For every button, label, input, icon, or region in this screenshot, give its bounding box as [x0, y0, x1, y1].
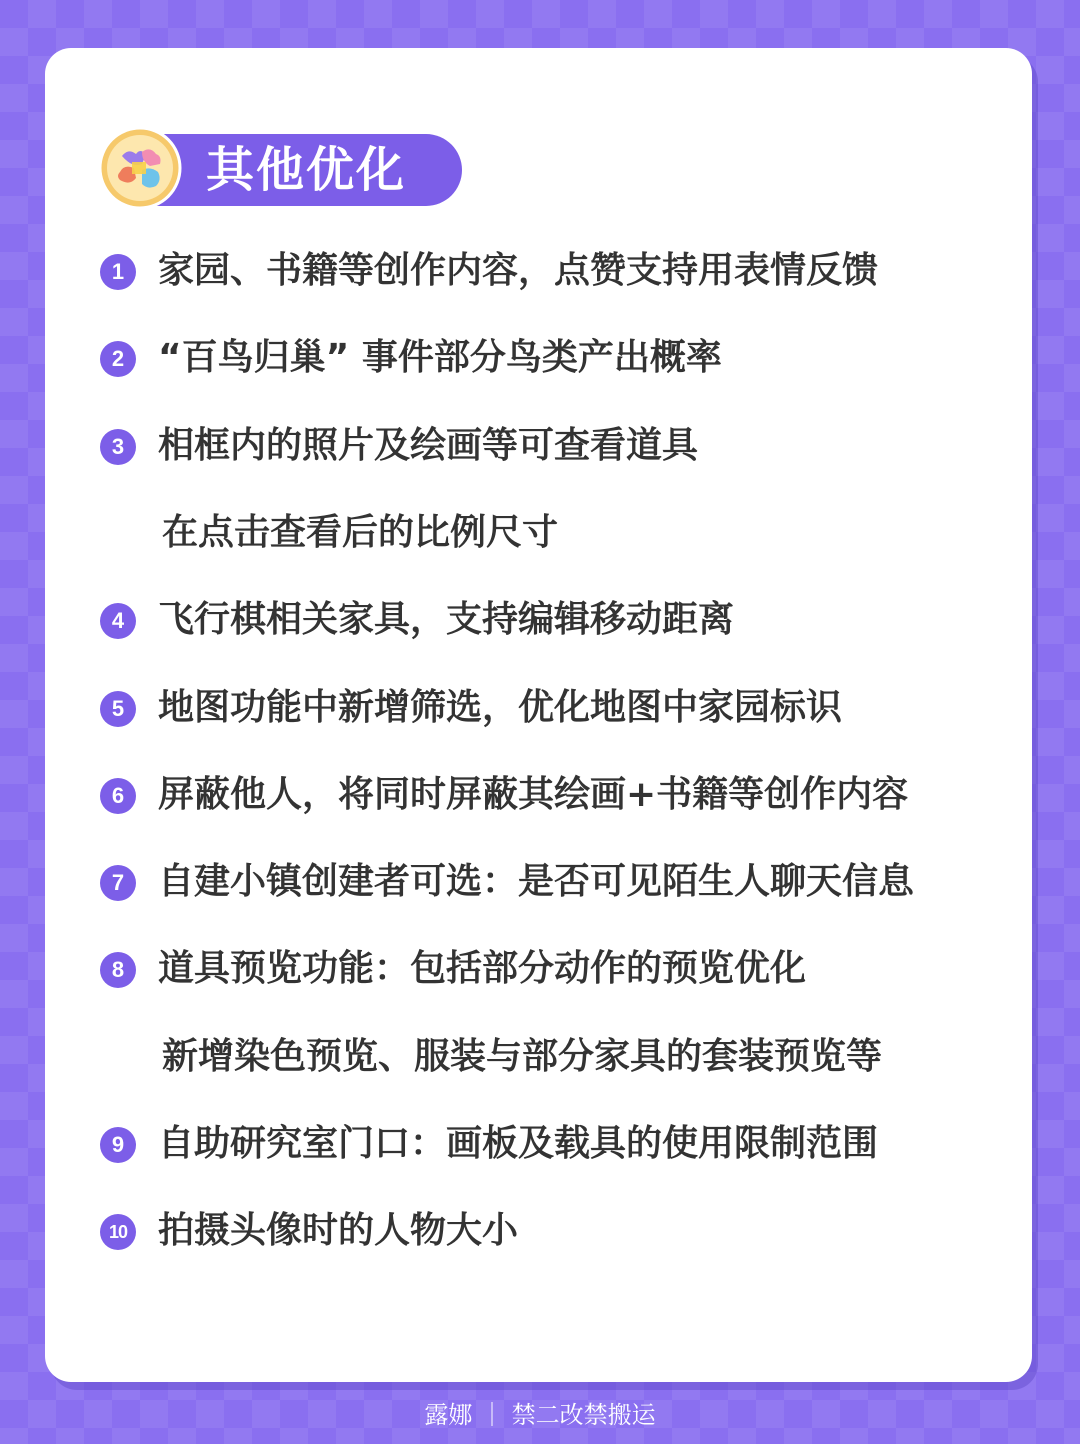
item-text: 道具预览功能：包括部分动作的预览优化 [158, 948, 807, 990]
item-text: 自助研究室门口：画板及载具的使用限制范围 [158, 1123, 879, 1164]
item-number-badge: 2 [100, 341, 136, 377]
list-item-continuation [98, 492, 1008, 579]
list-item [98, 579, 1008, 666]
section-title: 其他优化 [206, 142, 407, 198]
item-number-badge: 7 [100, 865, 136, 901]
puzzle-cookie-icon [98, 126, 182, 210]
item-text: 家园、书籍等创作内容，点赞支持用表情反馈 [158, 250, 879, 291]
list-item [98, 1103, 1008, 1190]
list-item-continuation [98, 1016, 1008, 1103]
list-item [98, 928, 1008, 1015]
item-number-badge: 6 [100, 778, 136, 814]
list-item [98, 667, 1008, 754]
item-number-badge: 3 [100, 429, 136, 465]
list-item [98, 405, 1008, 492]
item-text: 屏蔽他人，将同时屏蔽其绘画+书籍等创作内容 [158, 773, 909, 815]
item-text: 自建小镇创建者可选：是否可见陌生人聊天信息 [158, 861, 915, 903]
list-item [98, 754, 1008, 841]
item-number-badge: 8 [100, 952, 136, 988]
item-text: 拍摄头像时的人物大小 [158, 1210, 519, 1252]
item-text: “百鸟归巢” 事件部分鸟类产出概率 [158, 337, 722, 379]
list-item [98, 841, 1008, 928]
footer-text: 露娜 ｜ 禁二改禁搬运 [424, 1401, 656, 1429]
item-number-badge: 10 [100, 1214, 136, 1250]
item-text: 在点击查看后的比例尺寸 [162, 511, 559, 553]
item-number-badge: 5 [100, 691, 136, 727]
item-number-badge: 4 [100, 603, 136, 639]
list-item [98, 317, 1008, 404]
list-item [98, 230, 1008, 317]
section-header [98, 126, 478, 208]
item-text: 飞行棋相关家具，支持编辑移动距离 [158, 599, 735, 641]
item-text: 地图功能中新增筛选，优化地图中家园标识 [158, 686, 843, 728]
item-text: 相框内的照片及绘画等可查看道具 [158, 424, 699, 466]
item-number-badge: 1 [100, 254, 136, 290]
item-text: 新增染色预览、服装与部分家具的套装预览等 [162, 1035, 883, 1077]
list-item [98, 1190, 1008, 1277]
item-number-badge: 9 [100, 1127, 136, 1163]
